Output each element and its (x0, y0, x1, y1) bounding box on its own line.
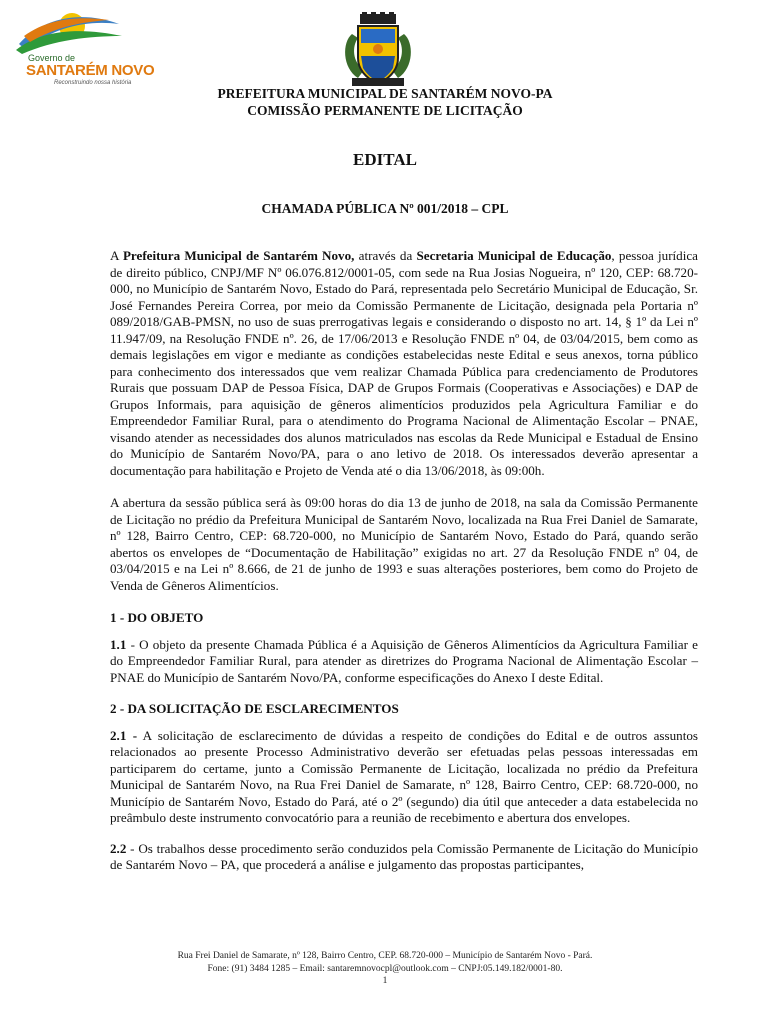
session-paragraph: A abertura da sessão pública será às 09:00 horas do dia 13 de junho de 2018, na sala da Comissão Permanente de Licitação no prédio da Prefeitura Municipal de Santarém Novo, localizada na Rua Frei Daniel de Samarate, nº 128, Bairro Centro, CEP: 68.720-000, no Município de Santarém Novo, Estado do Pará, quando serão abertos os envelopes de “Documentação de Habilitação” exigidas no art. 27 da Resolução FNDE nº 04, de 03/04/2015 e na Lei nº 8.666, de 21 de junho de 1993 e suas alterações posteriores, bem como do Projeto de Venda de Gêneros Alimentícios. (110, 495, 698, 593)
section1-item1-text: - O objeto da presente Chamada Pública é a Aquisição de Gêneros Alimentícios da Agricultura Familiar e do Empreendedor Familiar Rural, para atender as diretrizes do Programa Nacional de Alimentação Escolar – PNAE do Município de Santarém Novo/PA, conforme especificações do Anexo I deste Edital. (110, 636, 698, 685)
header-comissao: COMISSÃO PERMANENTE DE LICITAÇÃO (247, 103, 523, 118)
document-body (110, 248, 698, 874)
footer-contact: Fone: (91) 3484 1285 – Email: santaremnovocpl@outlook.com – CNPJ:05.149.182/0001-80. (207, 963, 563, 974)
section2-item2-text: - Os trabalhos desse procedimento serão conduzidos pela Comissão Permanente de Licitação do Município de Santarém Novo – PA, que procederá a análise e julgamento das propostas participantes, (110, 840, 698, 872)
intro-rest: , pessoa jurídica de direito público, CNPJ/MF Nº 06.076.812/0001-05, com sede na Rua Josias Nogueira, nº 120, CEP: 68.720-000, no Município de Santarém Novo, Estado do Pará, representada pelo Secretário Municipal de Educação, Sr. José Fernandes Pereira Correa, por meio da Comissão Permanente de Licitação, designada pela Portaria nº 089/2018/GAB-PMSN, no uso de suas prerrogativas legais e considerando o disposto no art. 14, § 1º da Lei nº 11.947/09, na Resolução FNDE nº. 26, de 17/06/2013 e Resolução FNDE nº 04, de 03/04/2015, bem como as demais legislações em vigor e mediante as condições estabelecidas neste Edital e seus anexos, torna público para conhecimento dos interessados que vem realizar Chamada Pública para credenciamento de Produtores Rurais que possuam DAP de Pessoa Física, DAP de Grupos Formais (Cooperativas e Associações) e DAP de Grupos Informais, para aquisição de gêneros alimentícios produzidos pela Agricultura Familiar e do Empreendedor Familiar Rural, para o atendimento do Programa Nacional de Alimentação Escolar – PNAE, visando atender as necessidades dos alunos matriculados nas escolas da Rede Municipal e Estadual de Ensino do Município de Santarém Novo/PA, para o ano letivo de 2018. Os interessados deverão apresentar a documentação para habilitação e Projeto de Venda até o dia 13/06/2018, às 09:00h. (110, 248, 698, 478)
page-number: 1 (382, 976, 388, 986)
section1-item1 (110, 637, 698, 687)
municipal-crest-icon (338, 12, 418, 90)
logo-governo-text: Governo de (28, 53, 76, 63)
section2-item1-number: 2.1 - (110, 727, 138, 743)
logo-tagline: Reconstruindo nossa história (54, 80, 132, 86)
intro-secretaria: Secretaria Municipal de Educação (416, 248, 612, 263)
page-footer (0, 950, 770, 988)
intro-prefeitura: Prefeitura Municipal de Santarém Novo, (122, 248, 355, 263)
section2-heading: 2 - DA SOLICITAÇÃO DE ESCLARECIMENTOS (110, 701, 399, 716)
document-subtitle: CHAMADA PÚBLICA Nº 001/2018 – CPL (261, 201, 509, 216)
government-logo (14, 6, 155, 88)
header-prefeitura: PREFEITURA MUNICIPAL DE SANTARÉM NOVO-PA (217, 86, 553, 101)
section2-item1 (110, 728, 698, 827)
document-title: EDITAL (353, 150, 417, 169)
intro-paragraph (110, 248, 698, 479)
intro-through: através da (354, 248, 417, 263)
intro-a: A (110, 248, 123, 263)
section2-item1-text: A solicitação de esclarecimento de dúvidas a respeito de condições do Edital e de outros assuntos relacionados ao presente Processo Administrativo deverão ser efetuadas pelas pessoas interessadas em participarem do certame, junto a Comissão Permanente de Licitação, localizada no prédio da Prefeitura Municipal de Santarém Novo, na Rua Frei Daniel de Samarate, nº 128, Bairro Centro, CEP: 68.720-000, no Município de Santarém Novo, Estado do Pará, até o 2º (segundo) dia útil que anteceder a data estabelecida no preâmbulo deste instrumento convocatório para a reunião de recebimento e abertura dos envelopes. (110, 727, 698, 825)
logo-swoosh-icon (14, 6, 124, 56)
logo-city-text: SANTARÉM NOVO (26, 62, 155, 79)
section1-heading: 1 - DO OBJETO (110, 610, 204, 625)
section2-item2 (110, 841, 698, 874)
section2-item2-number: 2.2 (110, 840, 127, 856)
section1-item1-number: 1.1 (110, 636, 127, 652)
footer-address: Rua Frei Daniel de Samarate, nº 128, Bairro Centro, CEP. 68.720-000 – Município de Santarém Novo - Pará. (177, 951, 593, 961)
